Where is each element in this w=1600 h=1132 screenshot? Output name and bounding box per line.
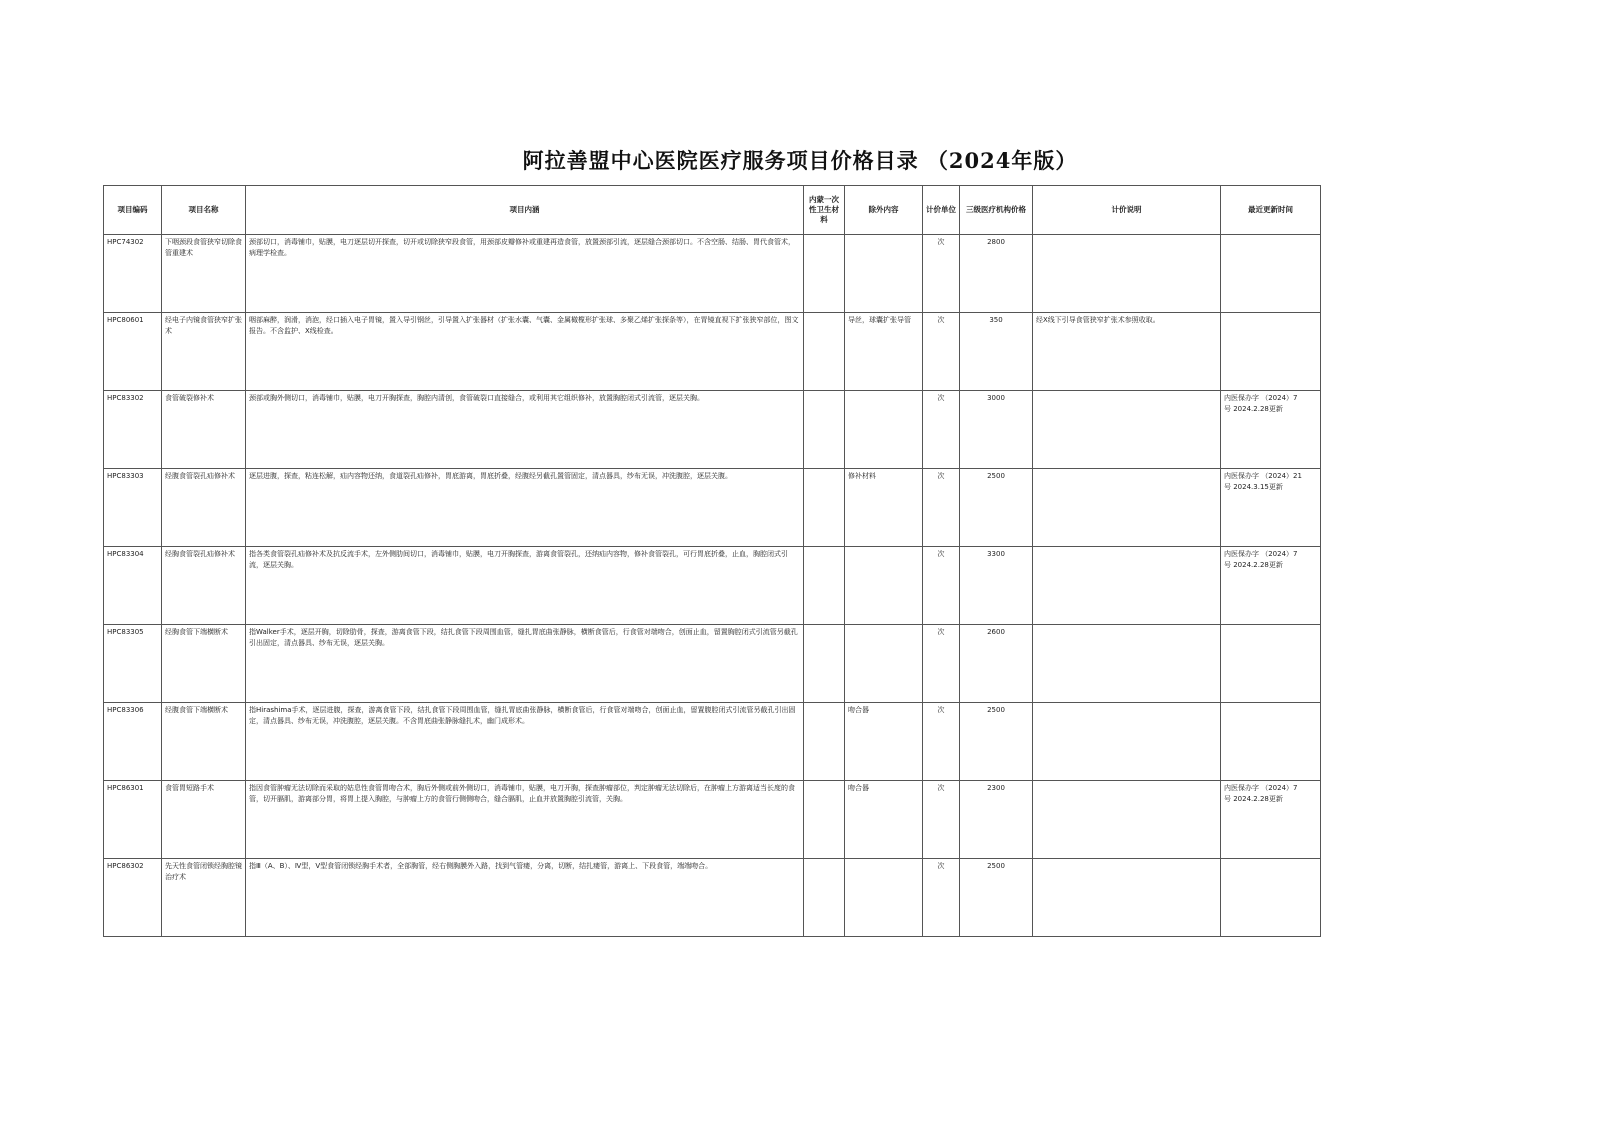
cell-disposable <box>804 859 845 937</box>
cell-note <box>1033 859 1221 937</box>
cell-price: 2500 <box>960 469 1033 547</box>
cell-note: 经X线下引导食管狭窄扩张术参照收取。 <box>1033 313 1221 391</box>
cell-name: 经腹食管裂孔疝修补术 <box>162 469 246 547</box>
cell-content: 指Hirashima手术，逐层进腹，探查，游离食管下段，结扎食管下段周围血管，缝扎胃底曲张静脉，横断食管后，行食管对端吻合，创面止血，留置腹腔闭式引流管另截孔引出固定，清点器具、纱布无误，冲洗腹腔，逐层关腹。不含胃底曲张静脉缝扎术，幽门成形术。 <box>246 703 804 781</box>
cell-unit: 次 <box>923 235 960 313</box>
cell-name: 经胸食管裂孔疝修补术 <box>162 547 246 625</box>
cell-content: 咽部麻醉，润滑，消泡，经口插入电子胃镜，置入导引钢丝，引导置入扩张器材（扩张水囊、气囊、金属橄榄形扩张球、多聚乙烯扩张探条等），在胃镜直视下扩张狭窄部位，图文报告。不含监护、X线检查。 <box>246 313 804 391</box>
cell-disposable <box>804 781 845 859</box>
cell-price: 3000 <box>960 391 1033 469</box>
header-excluded: 除外内容 <box>845 186 923 235</box>
cell-code: HPC74302 <box>104 235 162 313</box>
cell-disposable <box>804 703 845 781</box>
cell-price: 3300 <box>960 547 1033 625</box>
cell-excluded <box>845 859 923 937</box>
table-row <box>104 547 1321 625</box>
cell-updated <box>1221 547 1321 625</box>
cell-price: 2500 <box>960 859 1033 937</box>
cell-note <box>1033 625 1221 703</box>
updated-line-2: 号 2024.3.15更新 <box>1224 483 1283 491</box>
cell-unit: 次 <box>923 859 960 937</box>
table-row <box>104 781 1321 859</box>
cell-code: HPC83303 <box>104 469 162 547</box>
cell-updated <box>1221 391 1321 469</box>
table-row <box>104 235 1321 313</box>
page-title: 阿拉善盟中心医院医疗服务项目价格目录 （2024年版） <box>522 148 1078 173</box>
header-price: 三级医疗机构价格 <box>960 186 1033 235</box>
updated-line-2: 号 2024.2.28更新 <box>1224 405 1283 413</box>
cell-price: 2800 <box>960 235 1033 313</box>
cell-excluded: 导丝，球囊扩张导管 <box>845 313 923 391</box>
cell-code: HPC83302 <box>104 391 162 469</box>
cell-name: 先天性食管闭锁经胸腔镜治疗术 <box>162 859 246 937</box>
cell-unit: 次 <box>923 313 960 391</box>
table-header-row <box>104 186 1321 235</box>
header-content: 项目内涵 <box>246 186 804 235</box>
cell-excluded <box>845 625 923 703</box>
cell-note <box>1033 469 1221 547</box>
header-unit: 计价单位 <box>923 186 960 235</box>
cell-price: 350 <box>960 313 1033 391</box>
cell-content: 颈部切口，消毒铺巾，贴膜，电刀逐层切开探查，切开或切除狭窄段食管，用颈部皮瓣修补或重建再造食管，放置颈部引流，逐层缝合颈部切口。不含空肠、结肠、胃代食管术，病理学检查。 <box>246 235 804 313</box>
header-code: 项目编码 <box>104 186 162 235</box>
cell-updated <box>1221 859 1321 937</box>
cell-content: 指因食管肿瘤无法切除而采取的姑息性食管胃吻合术，胸后外侧或前外侧切口，消毒铺巾，贴膜，电刀开胸，探查肿瘤部位，判定肿瘤无法切除后，在肿瘤上方游离适当长度的食管，切开膈肌，游离部分胃，将胃上提入胸腔，与肿瘤上方的食管行侧侧吻合，缝合膈肌，止血并放置胸腔引流管，关胸。 <box>246 781 804 859</box>
cell-unit: 次 <box>923 703 960 781</box>
cell-content: 颈部或胸外侧切口，消毒铺巾，贴膜，电刀开胸探查，胸腔内清创，食管破裂口直接缝合，或利用其它组织修补，放置胸腔闭式引流管，逐层关胸。 <box>246 391 804 469</box>
cell-updated <box>1221 313 1321 391</box>
price-table <box>103 185 1321 937</box>
cell-price: 2600 <box>960 625 1033 703</box>
cell-code: HPC86302 <box>104 859 162 937</box>
cell-name: 经电子内镜食管狭窄扩张术 <box>162 313 246 391</box>
cell-excluded: 吻合器 <box>845 781 923 859</box>
cell-note <box>1033 781 1221 859</box>
updated-line-2: 号 2024.2.28更新 <box>1224 561 1283 569</box>
cell-unit: 次 <box>923 469 960 547</box>
updated-line-1: 内医保办字 （2024）7 <box>1224 784 1298 792</box>
cell-price: 2500 <box>960 703 1033 781</box>
table-row <box>104 703 1321 781</box>
cell-disposable <box>804 547 845 625</box>
cell-excluded: 吻合器 <box>845 703 923 781</box>
cell-note <box>1033 547 1221 625</box>
cell-price: 2300 <box>960 781 1033 859</box>
cell-content: 逐层进腹，探查，粘连松解，疝内容物还纳，食道裂孔疝修补，胃底游离，胃底折叠，经腹经另截孔置管固定，清点器具，纱布无误，冲洗腹腔，逐层关腹。 <box>246 469 804 547</box>
header-note: 计价说明 <box>1033 186 1221 235</box>
cell-updated <box>1221 625 1321 703</box>
updated-line-1: 内医保办字 （2024）21 <box>1224 472 1302 480</box>
cell-updated <box>1221 469 1321 547</box>
cell-code: HPC83306 <box>104 703 162 781</box>
cell-disposable <box>804 313 845 391</box>
cell-excluded <box>845 547 923 625</box>
cell-code: HPC80601 <box>104 313 162 391</box>
updated-line-2: 号 2024.2.28更新 <box>1224 795 1283 803</box>
cell-note <box>1033 235 1221 313</box>
updated-line-1: 内医保办字 （2024）7 <box>1224 394 1298 402</box>
cell-name: 下咽颈段食管狭窄切除食管重建术 <box>162 235 246 313</box>
cell-name: 食管破裂修补术 <box>162 391 246 469</box>
cell-excluded <box>845 235 923 313</box>
cell-name: 经腹食管下端横断术 <box>162 703 246 781</box>
cell-disposable <box>804 469 845 547</box>
table-row <box>104 313 1321 391</box>
cell-content: 指Ⅲ（A、B）、Ⅳ型，Ⅴ型食管闭锁经胸手术者，全部胸管，经右侧胸膜外入路，找到气管瘘，分离，切断，结扎瘘管，游离上、下段食管，端端吻合。 <box>246 859 804 937</box>
cell-content: 指Walker手术，逐层开胸，切除肋骨，探查，游离食管下段，结扎食管下段周围血管，缝扎胃底曲张静脉，横断食管后，行食管对端吻合，创面止血，留置胸腔闭式引流管另截孔引出固定，清点器具、纱布无误，逐层关胸。 <box>246 625 804 703</box>
cell-name: 食管胃短路手术 <box>162 781 246 859</box>
table-row <box>104 625 1321 703</box>
header-updated: 最近更新时间 <box>1221 186 1321 235</box>
cell-disposable <box>804 235 845 313</box>
cell-unit: 次 <box>923 781 960 859</box>
cell-code: HPC83305 <box>104 625 162 703</box>
cell-code: HPC83304 <box>104 547 162 625</box>
cell-code: HPC86301 <box>104 781 162 859</box>
cell-excluded: 修补材料 <box>845 469 923 547</box>
table-row <box>104 391 1321 469</box>
cell-unit: 次 <box>923 625 960 703</box>
header-disposable: 内蒙一次性卫生材料 <box>804 186 845 235</box>
cell-name: 经胸食管下端横断术 <box>162 625 246 703</box>
table-row <box>104 859 1321 937</box>
cell-disposable <box>804 391 845 469</box>
cell-updated <box>1221 703 1321 781</box>
cell-updated <box>1221 235 1321 313</box>
cell-note <box>1033 391 1221 469</box>
cell-excluded <box>845 391 923 469</box>
table-row <box>104 469 1321 547</box>
updated-line-1: 内医保办字 （2024）7 <box>1224 550 1298 558</box>
cell-disposable <box>804 625 845 703</box>
cell-updated <box>1221 781 1321 859</box>
cell-content: 指各类食管裂孔疝修补术及抗反流手术，左外侧肋间切口，消毒铺巾，贴膜，电刀开胸探查，游离食管裂孔，还纳疝内容物，修补食管裂孔，可行胃底折叠，止血，胸腔闭式引流，逐层关胸。 <box>246 547 804 625</box>
cell-unit: 次 <box>923 547 960 625</box>
cell-unit: 次 <box>923 391 960 469</box>
header-name: 项目名称 <box>162 186 246 235</box>
cell-note <box>1033 703 1221 781</box>
